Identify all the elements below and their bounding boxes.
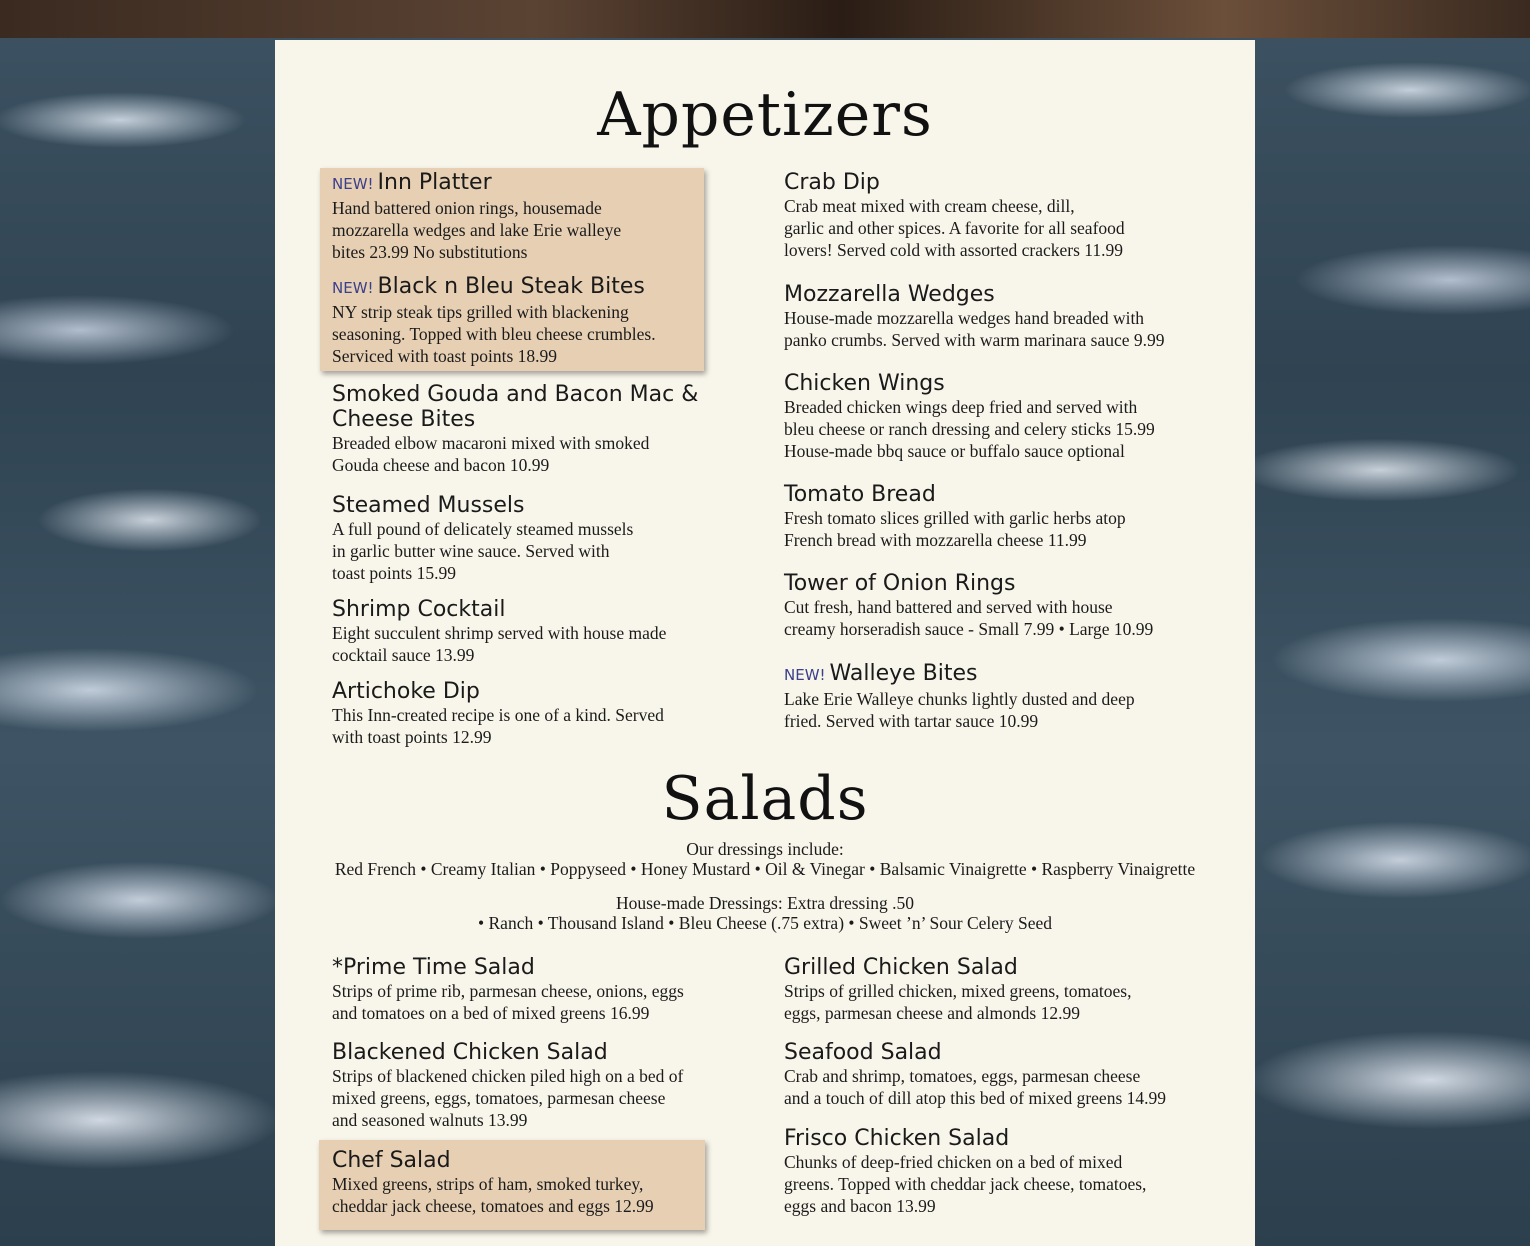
item-description: Strips of prime rib, parmesan cheese, onions, eggs and tomatoes on a bed of mixed greens 16.99 (332, 981, 684, 1023)
new-badge: NEW! (332, 279, 374, 297)
item-name: Smoked Gouda and Bacon Mac & Cheese Bites (332, 382, 699, 432)
menu-item-grilled-chicken-salad (784, 955, 1224, 1024)
item-name: *Prime Time Salad (332, 955, 535, 980)
menu-item-chicken-wings (784, 371, 1224, 462)
appetizers-title: Appetizers (597, 80, 933, 150)
item-name: Artichoke Dip (332, 679, 480, 704)
header-photo-strip (0, 0, 1530, 38)
item-description: This Inn-created recipe is one of a kind. Served with toast points 12.99 (332, 705, 664, 747)
menu-item-frisco-chicken-salad (784, 1126, 1224, 1217)
item-description: Hand battered onion rings, housemade mozzarella wedges and lake Erie walleye bites 23.99 No substitutions (332, 198, 622, 262)
menu-item-prime-time-salad (332, 955, 732, 1024)
item-description: Strips of grilled chicken, mixed greens, tomatoes, eggs, parmesan cheese and almonds 12.99 (784, 981, 1132, 1023)
menu-item-walleye-bites (784, 661, 1224, 732)
item-name: Crab Dip (784, 170, 880, 195)
item-name: Steamed Mussels (332, 493, 525, 518)
item-name: Inn Platter (377, 170, 492, 195)
new-badge: NEW! (784, 666, 826, 684)
item-description: Fresh tomato slices grilled with garlic herbs atop French bread with mozzarella cheese 11.99 (784, 508, 1126, 550)
menu-page (275, 40, 1255, 1246)
item-name: Seafood Salad (784, 1040, 942, 1065)
menu-item-crab-dip (784, 170, 1224, 261)
item-description: Mixed greens, strips of ham, smoked turkey, cheddar jack cheese, tomatoes and eggs 12.99 (332, 1174, 654, 1216)
item-name: Blackened Chicken Salad (332, 1040, 608, 1065)
item-description: Lake Erie Walleye chunks lightly dusted and deep fried. Served with tartar sauce 10.99 (784, 689, 1135, 731)
menu-item-artichoke-dip (332, 679, 732, 748)
menu-item-mac-cheese-bites (332, 382, 722, 476)
menu-item-chef-salad (332, 1148, 712, 1217)
item-description: NY strip steak tips grilled with blackening seasoning. Topped with bleu cheese crumbles. Serviced with toast points 18.99 (332, 302, 656, 366)
item-description: Eight succulent shrimp served with house made cocktail sauce 13.99 (332, 623, 667, 665)
housemade-dressings-intro: House-made Dressings: Extra dressing .50 (616, 893, 914, 913)
item-description: House-made mozzarella wedges hand breaded with panko crumbs. Served with warm marinara sauce 9.99 (784, 308, 1165, 350)
menu-item-steamed-mussels (332, 493, 722, 584)
menu-item-tomato-bread (784, 482, 1224, 551)
item-name: Chicken Wings (784, 371, 945, 396)
salads-title: Salads (661, 764, 869, 834)
item-description: Breaded chicken wings deep fried and served with bleu cheese or ranch dressing and celery sticks 15.99 House-made bbq sauce or buffalo sauce optional (784, 397, 1155, 461)
dressings-intro: Our dressings include: (686, 839, 844, 859)
menu-item-seafood-salad (784, 1040, 1234, 1109)
new-badge: NEW! (332, 175, 374, 193)
item-name: Walleye Bites (829, 661, 978, 686)
item-description: Crab meat mixed with cream cheese, dill, garlic and other spices. A favorite for all seafood lovers! Served cold with assorted crackers 11.99 (784, 196, 1125, 260)
item-name: Frisco Chicken Salad (784, 1126, 1010, 1151)
menu-item-inn-platter (332, 170, 712, 263)
menu-item-shrimp-cocktail (332, 597, 732, 666)
item-description: Crab and shrimp, tomatoes, eggs, parmesan cheese and a touch of dill atop this bed of mixed greens 14.99 (784, 1066, 1167, 1108)
item-name: Black n Bleu Steak Bites (377, 274, 645, 299)
item-description: Strips of blackened chicken piled high on a bed of mixed greens, eggs, tomatoes, parmesan cheese and seasoned walnuts 13.99 (332, 1066, 684, 1130)
item-name: Mozzarella Wedges (784, 282, 995, 307)
menu-item-black-n-bleu-steak-bites (332, 274, 712, 367)
item-description: Chunks of deep-fried chicken on a bed of mixed greens. Topped with cheddar jack cheese, tomatoes, eggs and bacon 13.99 (784, 1152, 1147, 1216)
item-description: Breaded elbow macaroni mixed with smoked Gouda cheese and bacon 10.99 (332, 433, 650, 475)
item-description: Cut fresh, hand battered and served with house creamy horseradish sauce - Small 7.99 • Large 10.99 (784, 597, 1154, 639)
dressings-list: Red French • Creamy Italian • Poppyseed • Honey Mustard • Oil & Vinegar • Balsamic Vinaigrette • Raspberry Vinaigrette (334, 859, 1196, 879)
housemade-dressings-list: • Ranch • Thousand Island • Bleu Cheese (.75 extra) • Sweet ’n’ Sour Celery Seed (478, 913, 1052, 933)
menu-item-blackened-chicken-salad (332, 1040, 732, 1131)
item-name: Chef Salad (332, 1148, 451, 1173)
item-name: Tomato Bread (784, 482, 936, 507)
menu-item-tower-of-onion-rings (784, 571, 1234, 640)
item-name: Shrimp Cocktail (332, 597, 506, 622)
item-name: Grilled Chicken Salad (784, 955, 1018, 980)
item-description: A full pound of delicately steamed mussels in garlic butter wine sauce. Served with toast points 15.99 (332, 519, 634, 583)
item-name: Tower of Onion Rings (784, 571, 1016, 596)
menu-item-mozzarella-wedges (784, 282, 1224, 351)
